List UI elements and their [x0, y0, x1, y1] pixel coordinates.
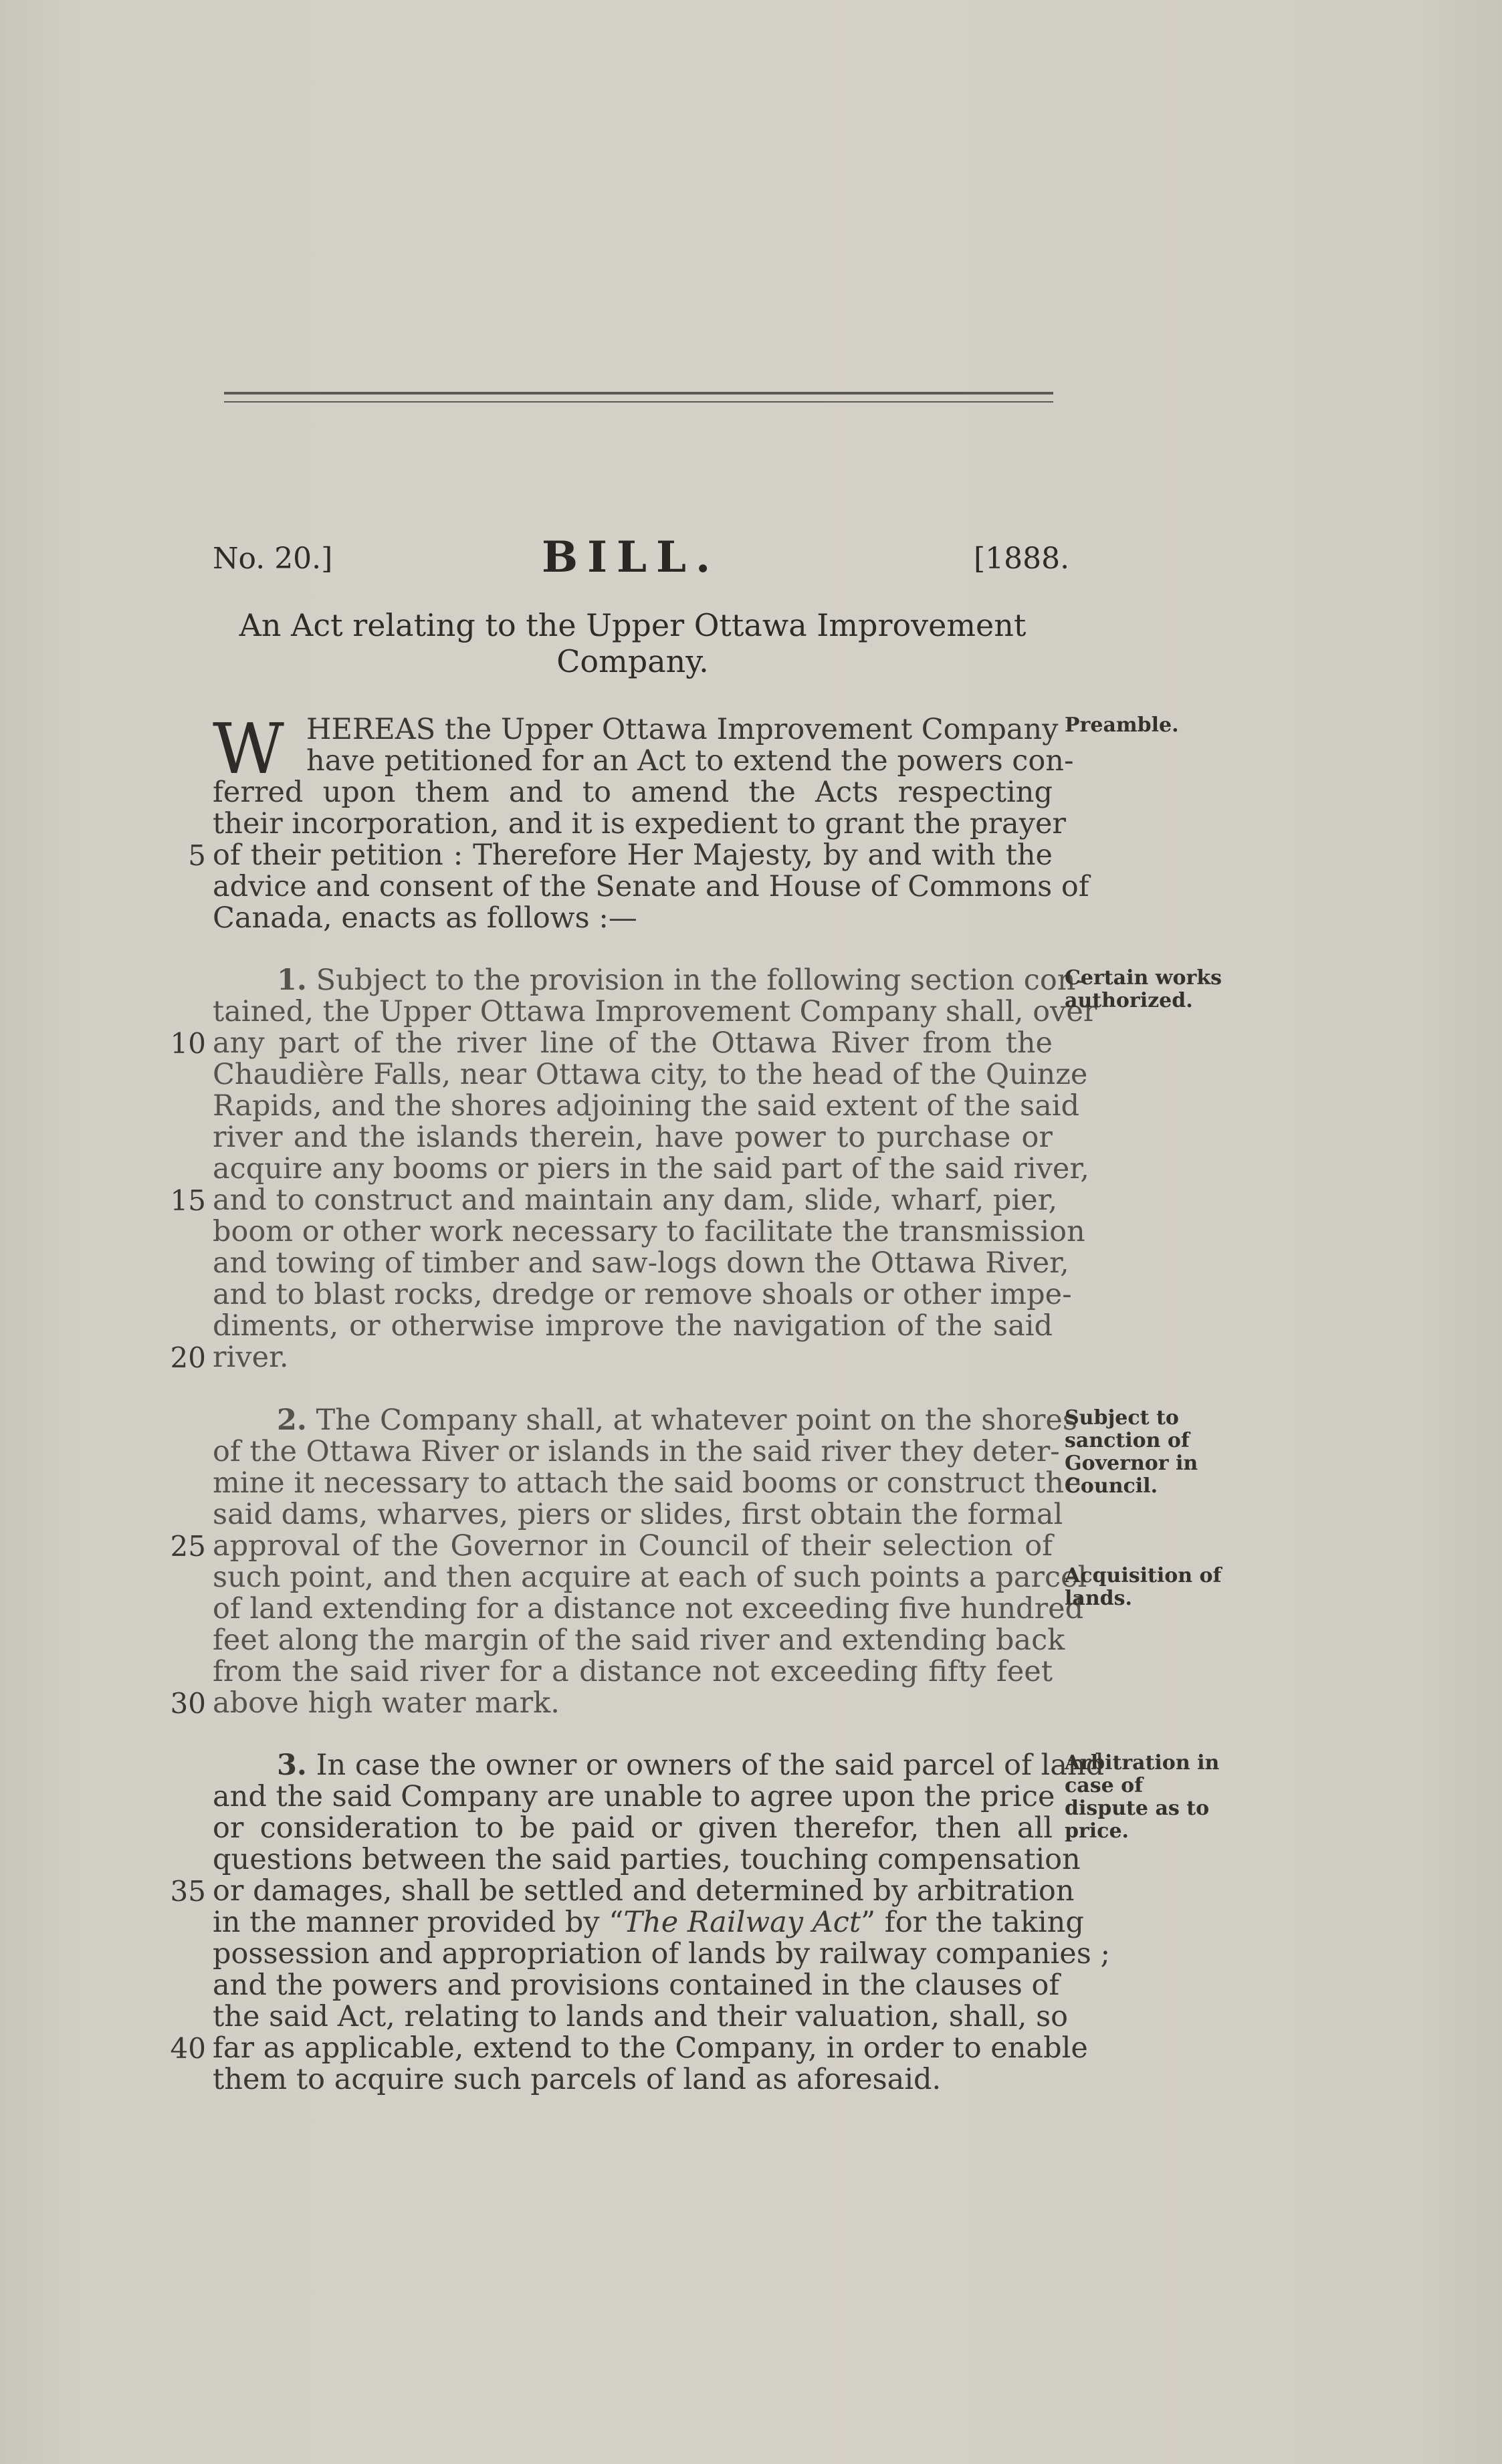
text-line: them to acquire such parcels of land as aforesaid.	[213, 2063, 942, 2096]
text-line: HEREAS the Upper Ottawa Improvement Company	[306, 713, 1059, 746]
text-line: of the Ottawa River or islands in the said river they deter-	[213, 1435, 1060, 1468]
text-line: river and the islands therein, have power to purchase or	[213, 1121, 1053, 1154]
text-line: tained, the Upper Ottawa Improvement Company shall, over	[213, 995, 1097, 1028]
line-number: 40	[170, 2032, 206, 2065]
text-line: questions between the said parties, touching compensation	[213, 1843, 1081, 1876]
text-line: and to blast rocks, dredge or remove shoals or other impe-	[213, 1278, 1072, 1311]
text-fragment: in the manner provided by “	[213, 1906, 624, 1939]
section-2-first-line	[213, 1404, 1077, 1437]
margin-note-sanction: Subject to sanction of Governor in Council.	[1065, 1406, 1198, 1498]
text-line: or consideration to be paid or given therefor, then all	[213, 1811, 1053, 1845]
railway-act-line	[213, 1906, 1084, 1939]
text-line: mine it necessary to attach the said booms or construct the	[213, 1466, 1081, 1500]
text-line: The Company shall, at whatever point on the shores	[316, 1404, 1077, 1437]
text-line: ferred upon them and to amend the Acts respecting	[213, 776, 1053, 809]
bill-number: No. 20.]	[213, 542, 333, 576]
line-number: 5	[188, 839, 206, 872]
bill-heading: BILL.	[542, 532, 720, 582]
act-citation: The Railway Act	[623, 1906, 861, 1939]
section-number: 3.	[277, 1749, 307, 1782]
margin-note-works: Certain works authorized.	[1065, 966, 1222, 1012]
line-number: 15	[170, 1184, 206, 1217]
text-line: boom or other work necessary to facilitate the transmission	[213, 1215, 1085, 1248]
section-3-first-line	[213, 1749, 1105, 1782]
line-number: 10	[170, 1027, 206, 1060]
bill-year: [1888.	[974, 542, 1070, 576]
text-line: river.	[213, 1341, 289, 1374]
text-line: acquire any booms or piers in the said part of the said river,	[213, 1152, 1089, 1186]
text-line: and towing of timber and saw-logs down the Ottawa River,	[213, 1246, 1069, 1280]
text-line: diments, or otherwise improve the navigation of the said	[213, 1309, 1053, 1343]
section-3	[213, 1749, 1110, 2096]
section-1	[213, 964, 1097, 1374]
line-number: 30	[170, 1687, 206, 1720]
line-number: 35	[170, 1875, 206, 1908]
text-line: Chaudière Falls, near Ottawa city, to the head of the Quinze	[213, 1058, 1088, 1091]
margin-note-acquisition: Acquisition of lands.	[1065, 1564, 1222, 1610]
text-line: have petitioned for an Act to extend the powers con-	[306, 744, 1074, 778]
text-line: feet along the margin of the said river and extending back	[213, 1623, 1065, 1657]
text-line: the said Act, relating to lands and their valuation, shall, so	[213, 2000, 1069, 2033]
line-number: 20	[170, 1341, 206, 1374]
text-line: said dams, wharves, piers or slides, first obtain the formal	[213, 1498, 1063, 1531]
margin-note-preamble: Preamble.	[1065, 713, 1179, 737]
text-line: and to construct and maintain any dam, slide, wharf, pier,	[213, 1184, 1058, 1217]
text-line: approval of the Governor in Council of their selection of	[213, 1529, 1053, 1563]
text-line: and the powers and provisions contained in the clauses of	[213, 1969, 1060, 2002]
text-line: Rapids, and the shores adjoining the said extent of the said	[213, 1089, 1080, 1123]
line-number: 25	[170, 1530, 206, 1563]
text-line: far as applicable, extend to the Company, in order to enable	[213, 2031, 1088, 2065]
text-line: of their petition : Therefore Her Majesty, by and with the	[213, 838, 1053, 872]
text-line: their incorporation, and it is expedient to grant the prayer	[213, 807, 1066, 841]
text-line: Subject to the provision in the following section con-	[316, 964, 1085, 997]
preamble-text	[213, 708, 1089, 935]
text-line: Canada, enacts as follows :—	[213, 901, 637, 935]
text-fragment: ” for the taking	[861, 1906, 1084, 1939]
text-line: advice and consent of the Senate and House of Commons of	[213, 870, 1089, 903]
header-rule-top	[224, 392, 1053, 395]
text-line: or damages, shall be settled and determined by arbitration	[213, 1874, 1075, 1908]
act-title: An Act relating to the Upper Ottawa Improvement Company.	[239, 607, 1027, 679]
section-1-first-line	[213, 964, 1085, 997]
header-rule-bottom	[224, 401, 1053, 403]
text-line: possession and appropriation of lands by railway companies ;	[213, 1937, 1110, 1971]
text-line: any part of the river line of the Ottawa River from the	[213, 1026, 1053, 1060]
text-line: In case the owner or owners of the said parcel of land	[316, 1749, 1105, 1782]
text-line: of land extending for a distance not exceeding five hundred	[213, 1592, 1084, 1626]
text-line: and the said Company are unable to agree upon the price	[213, 1780, 1055, 1813]
section-number: 1.	[277, 964, 307, 997]
drop-cap: W	[213, 708, 284, 790]
text-line: such point, and then acquire at each of such points a parcel	[213, 1561, 1087, 1594]
text-line: above high water mark.	[213, 1686, 560, 1720]
text-line: from the said river for a distance not exceeding fifty feet	[213, 1655, 1053, 1688]
margin-note-arbitration: Arbitration in case of dispute as to price.	[1065, 1751, 1220, 1843]
section-number: 2.	[277, 1404, 307, 1437]
section-2	[213, 1404, 1087, 1720]
